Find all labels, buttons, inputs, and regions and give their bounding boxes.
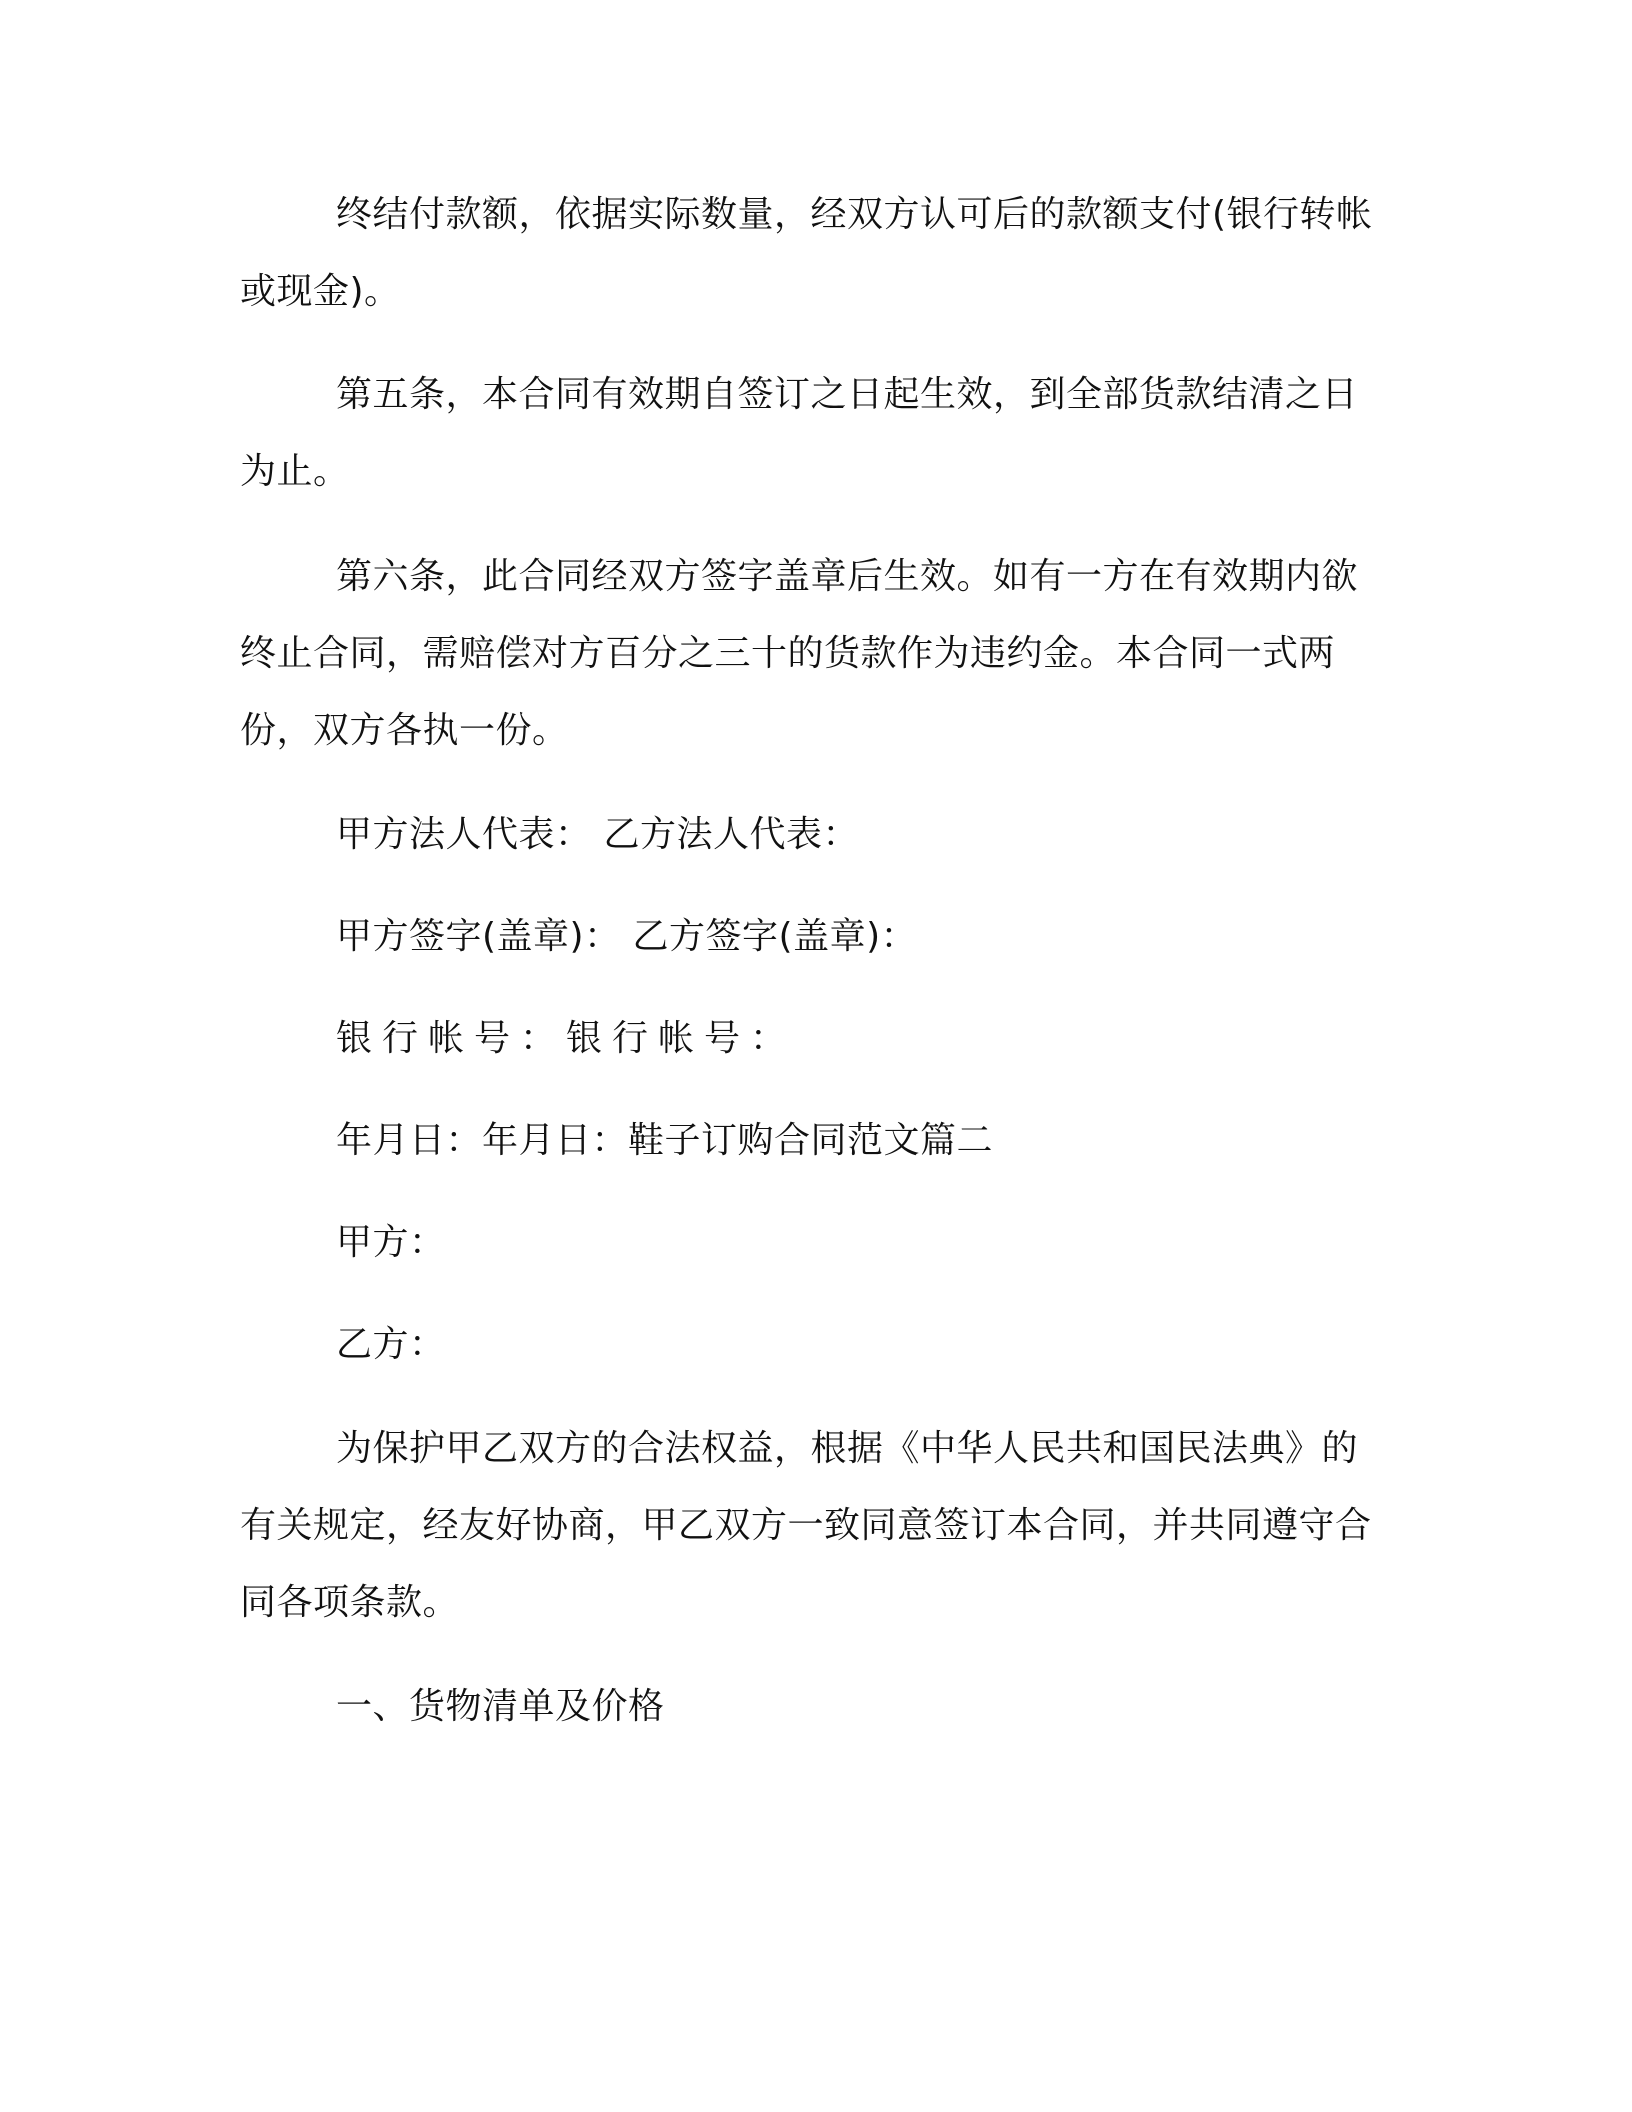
paragraph-article-five: 第五条，本合同有效期自签订之日起生效，到全部货款结清之日为止。 xyxy=(240,374,1359,492)
party-b-label: 乙方： xyxy=(336,1324,446,1365)
party-a-label: 甲方： xyxy=(336,1222,446,1263)
paragraph-article-six: 第六条，此合同经双方签字盖章后生效。如有一方在有效期内欲终止合同，需赔偿对方百分之三十的货款作为违约金。本合同一式两份，双方各执一份。 xyxy=(240,556,1359,751)
paragraph-payment-terms: 终结付款额，依据实际数量，经双方认可后的款额支付(银行转帐或现金)。 xyxy=(240,194,1373,312)
signature-representatives: 甲方法人代表： 乙方法人代表： xyxy=(336,814,859,855)
section-heading-goods-list: 一、货物清单及价格 xyxy=(336,1686,665,1727)
bank-accounts: 银行帐号：银行帐号： xyxy=(336,1018,797,1059)
signature-seals: 甲方签字(盖章)： 乙方签字(盖章)： xyxy=(336,916,918,957)
date-and-title: 年月日：年月日：鞋子订购合同范文篇二 xyxy=(336,1120,994,1161)
paragraph-introduction: 为保护甲乙双方的合法权益，根据《中华人民共和国民法典》的有关规定，经友好协商，甲乙双方一致同意签订本合同，并共同遵守合同各项条款。 xyxy=(240,1428,1372,1623)
